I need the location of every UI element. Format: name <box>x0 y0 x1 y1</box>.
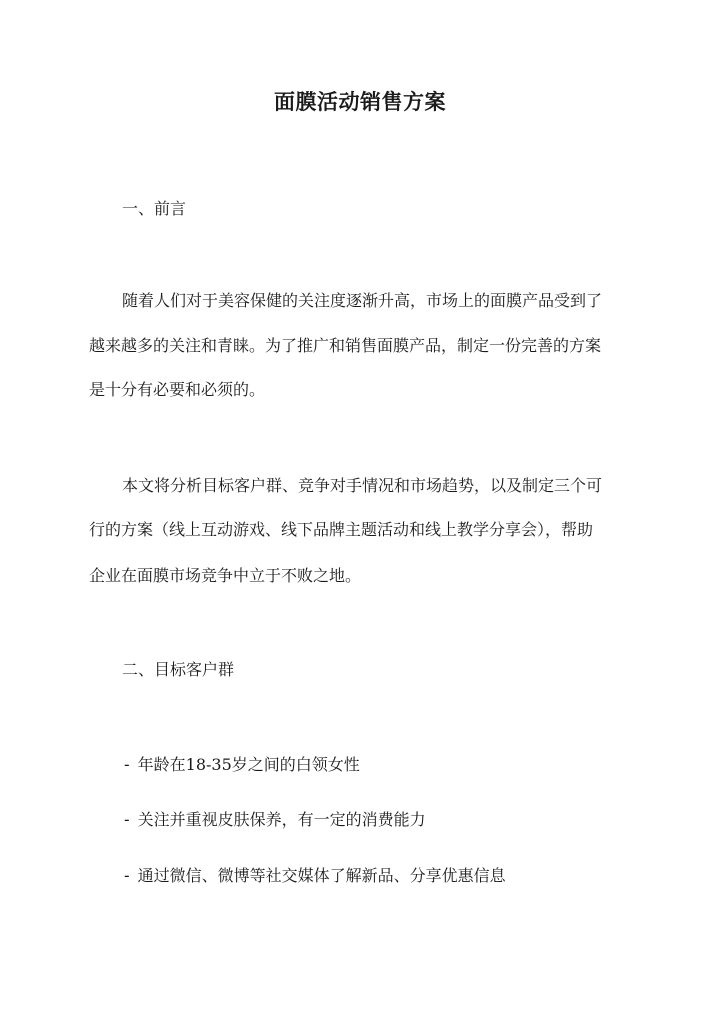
bullet-dash: - <box>122 810 132 829</box>
bullet-dash: - <box>122 755 132 774</box>
paragraph-line: 越来越多的关注和青睐。为了推广和销售面膜产品，制定一份完善的方案 <box>89 336 602 355</box>
list-item-text: 关注并重视皮肤保养，有一定的消费能力 <box>137 810 426 829</box>
list-item-text: 年龄在18-35岁之间的白领女性 <box>137 755 360 774</box>
document-title: 面膜活动销售方案 <box>274 89 446 114</box>
list-item <box>122 808 426 832</box>
paragraph-line: 行的方案（线上互动游戏、线下品牌主题活动和线上教学分享会），帮助 <box>89 520 594 539</box>
list-item <box>122 753 360 777</box>
list-item <box>122 864 506 888</box>
paragraph-line: 本文将分析目标客户群、竞争对手情况和市场趋势，以及制定三个可 <box>122 476 603 495</box>
section-heading-target-customers: 二、目标客户群 <box>122 660 235 679</box>
paragraph-line: 随着人们对于美容保健的关注度逐渐升高，市场上的面膜产品受到了 <box>122 291 603 310</box>
paragraph-line: 是十分有必要和必须的。 <box>89 380 266 399</box>
bullet-dash: - <box>122 866 132 885</box>
paragraph-line: 企业在面膜市场竞争中立于不败之地。 <box>89 566 362 585</box>
section-heading-preface: 一、前言 <box>122 199 187 218</box>
list-item-text: 通过微信、微博等社交媒体了解新品、分享优惠信息 <box>137 866 506 885</box>
